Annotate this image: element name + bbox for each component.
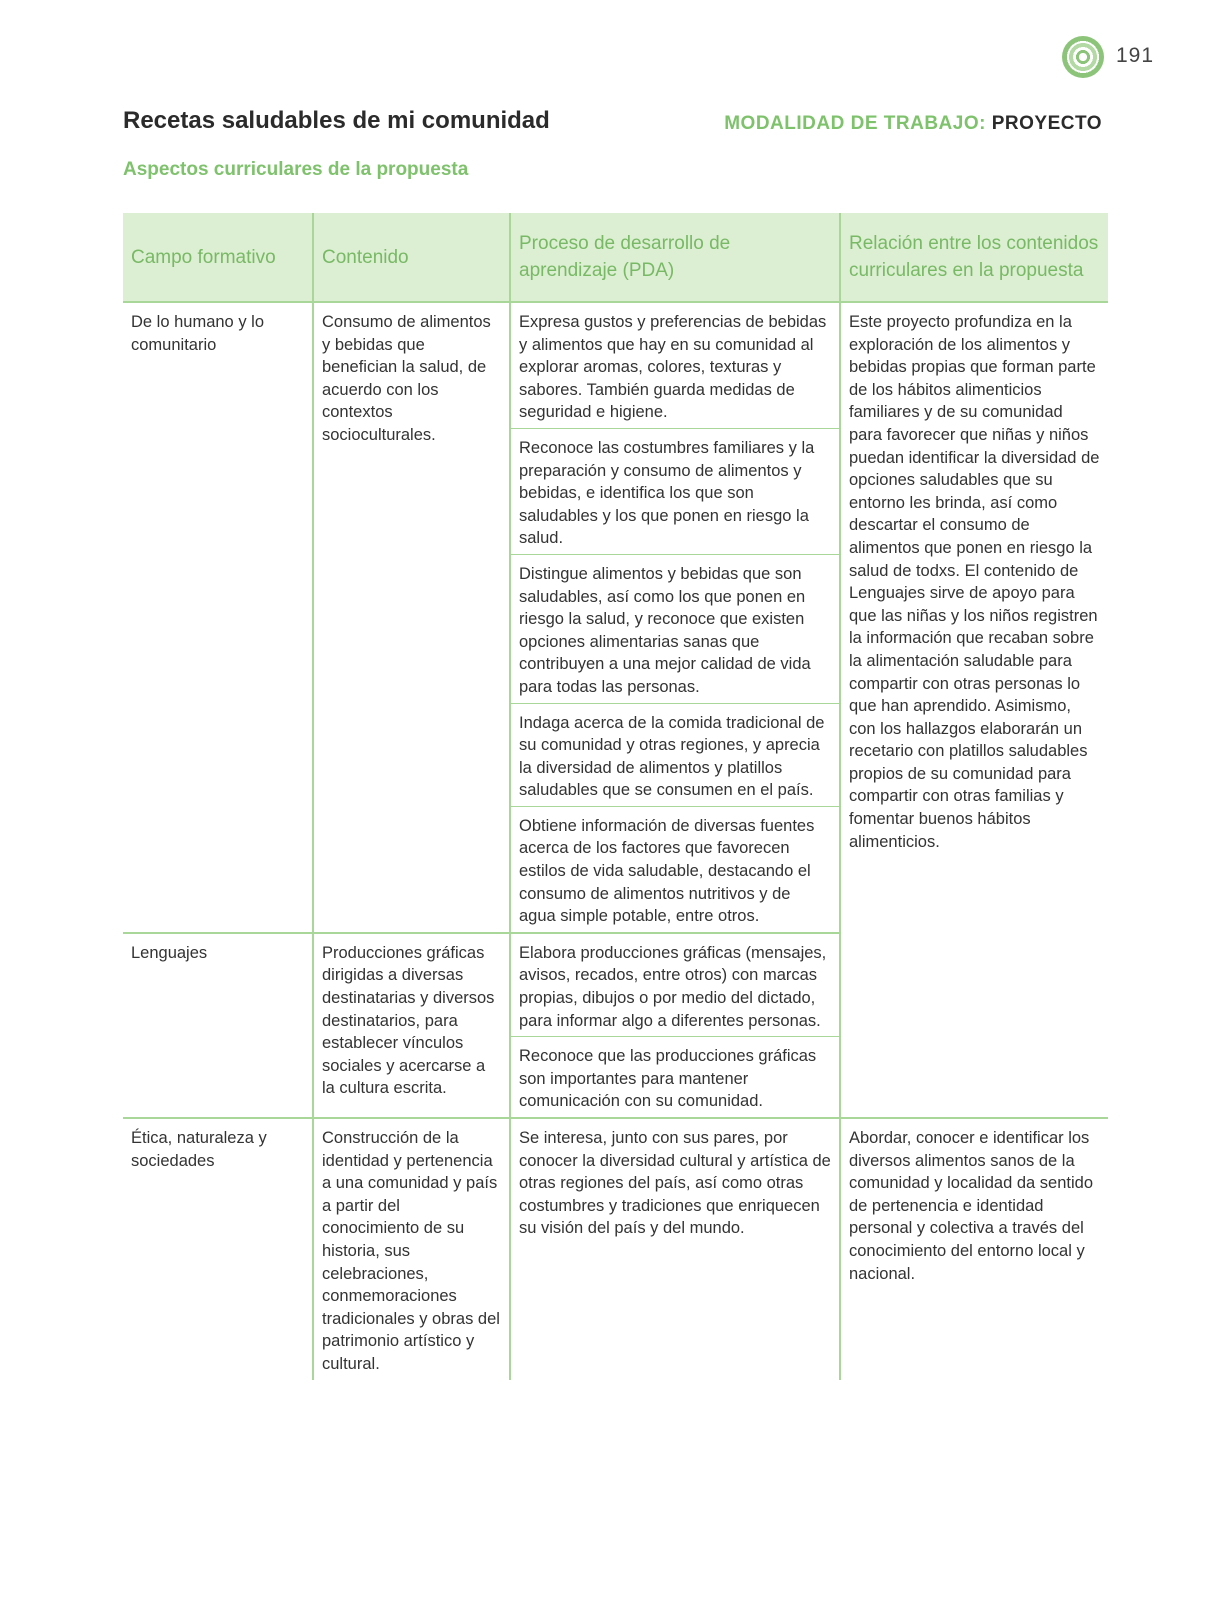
relacion-cell: Abordar, conocer e identificar los diversos alimentos sanos de la comunidad y localidad da sentido de pertenencia e identidad personal y colectiva a través del conocimiento del entorno local y nacional.: [840, 1118, 1108, 1380]
pda-cell: Reconoce las costumbres familiares y la preparación y consumo de alimentos y bebidas, e identifica los que son saludables y los que ponen en riesgo la salud.: [510, 428, 840, 554]
pda-cell: Expresa gustos y preferencias de bebidas y alimentos que hay en su comunidad al explorar aromas, colores, texturas y sabores. También guarda medidas de seguridad e higiene.: [510, 302, 840, 428]
pda-cell: Indaga acerca de la comida tradicional de su comunidad y otras regiones, y aprecia la diversidad de alimentos y platillos saludables que se consumen en el país.: [510, 703, 840, 806]
page-title: Recetas saludables de mi comunidad: [123, 107, 550, 134]
header-relacion: Relación entre los contenidos curriculares en la propuesta: [840, 213, 1108, 302]
contenido-cell: Construcción de la identidad y pertenencia a una comunidad y país a partir del conocimiento de su historia, sus celebraciones, conmemoraciones tradicionales y obras del patrimonio artístico y cultural.: [313, 1118, 510, 1380]
relacion-cell: Este proyecto profundiza en la exploración de los alimentos y bebidas propias que forman parte de los hábitos alimenticios familiares y de su comunidad para favorecer que niñas y niños puedan identificar la diversidad de opciones saludables que su entorno les brinda, así como descartar el consumo de alimentos que ponen en riesgo la salud de todxs. El contenido de Lenguajes sirve de apoyo para que las niñas y los niños registren la información que recaban sobre la alimentación saludable para compartir con otras personas lo que han aprendido. Asimismo, con los hallazgos elaborarán un recetario con platillos saludables propios de su comunidad para compartir con otras familias y fomentar buenos hábitos alimenticios.: [840, 302, 1108, 1118]
table-header-row: [123, 213, 1108, 302]
campo-cell: De lo humano y lo comunitario: [131, 313, 264, 354]
pda-cell: Distingue alimentos y bebidas que son saludables, así como los que ponen en riesgo la salud, y reconoce que existen opciones alimentarias sanas que contribuyen a una mejor calidad de vida para todas las personas.: [510, 554, 840, 703]
campo-cell: Lenguajes: [123, 933, 313, 1118]
header-pda: Proceso de desarrollo de aprendizaje (PDA): [510, 213, 840, 302]
work-modality: [724, 113, 1102, 135]
section-subtitle: Aspectos curriculares de la propuesta: [123, 159, 469, 180]
header-contenido: Contenido: [313, 213, 510, 302]
page-number: 191: [1116, 44, 1155, 67]
pda-cell: Reconoce que las producciones gráficas son importantes para mantener comunicación con su comunidad.: [510, 1037, 840, 1118]
modality-value: PROYECTO: [991, 113, 1102, 134]
curricular-table: [123, 213, 1108, 1380]
table-row: [123, 302, 1108, 428]
pda-cell: Obtiene información de diversas fuentes acerca de los factores que favorecen estilos de vida saludable, destacando el consumo de alimentos nutritivos y de agua simple potable, entre otros.: [510, 806, 840, 932]
table-row: [123, 1118, 1108, 1380]
pda-cell: Elabora producciones gráficas (mensajes, avisos, recados, entre otros) con marcas propias, dibujos o por medio del dictado, para informar algo a diferentes personas.: [510, 933, 840, 1037]
pda-cell: Se interesa, junto con sus pares, por conocer la diversidad cultural y artística de otras regiones del país, así como otras costumbres y tradiciones que enriquecen su visión del país y del mundo.: [510, 1118, 840, 1380]
header-campo-formativo: Campo formativo: [123, 213, 313, 302]
contenido-cell: Consumo de alimentos y bebidas que benefician la salud, de acuerdo con los contextos socioculturales.: [313, 302, 510, 933]
modality-label: MODALIDAD DE TRABAJO:: [724, 113, 986, 134]
campo-cell: Ética, naturaleza y sociedades: [123, 1118, 313, 1380]
contenido-cell: Producciones gráficas dirigidas a diversas destinatarias y diversos destinatarios, para establecer vínculos sociales y acercarse a la cultura escrita.: [313, 933, 510, 1118]
page-ornament-icon: [1062, 36, 1104, 78]
